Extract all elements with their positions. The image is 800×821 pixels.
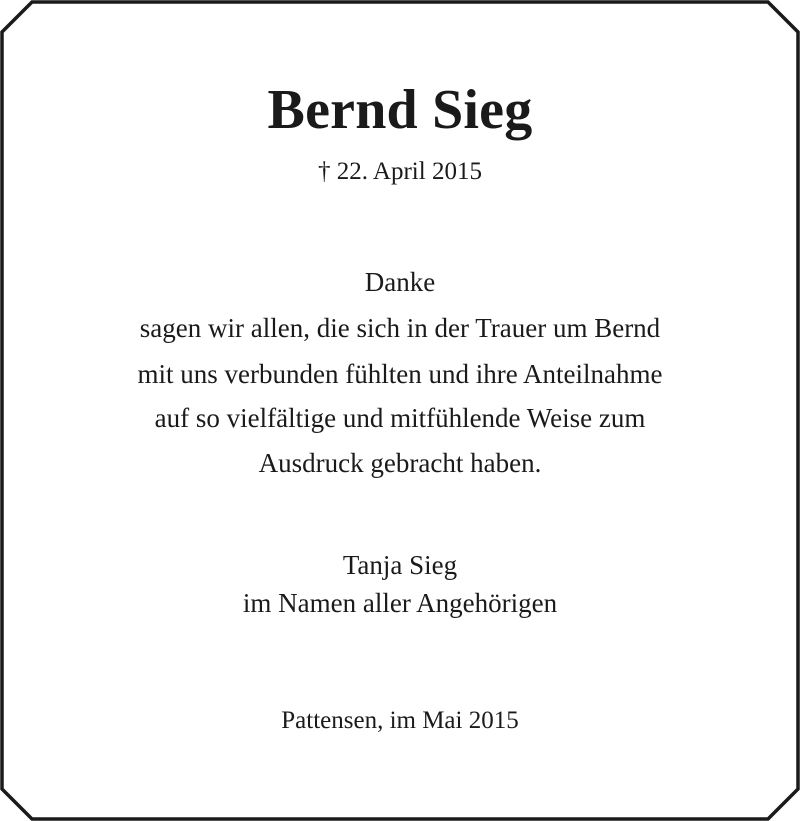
death-date: † 22. April 2015 [318,158,482,185]
signature-line: im Namen aller Angehörigen [242,588,558,618]
message-line: mit uns verbunden fühlten und ihre Anteilnahme [137,359,663,389]
message-line: Danke [364,267,436,297]
message-line: auf so vielfältige und mitfühlende Weise zum [154,403,646,433]
message-line: sagen wir allen, die sich in der Trauer um Bernd [139,313,661,343]
place-and-date: Pattensen, im Mai 2015 [281,707,519,734]
signature-name: Tanja Sieg [342,550,458,580]
deceased-name: Bernd Sieg [267,79,533,141]
message-line: Ausdruck gebracht haben. [258,448,542,478]
